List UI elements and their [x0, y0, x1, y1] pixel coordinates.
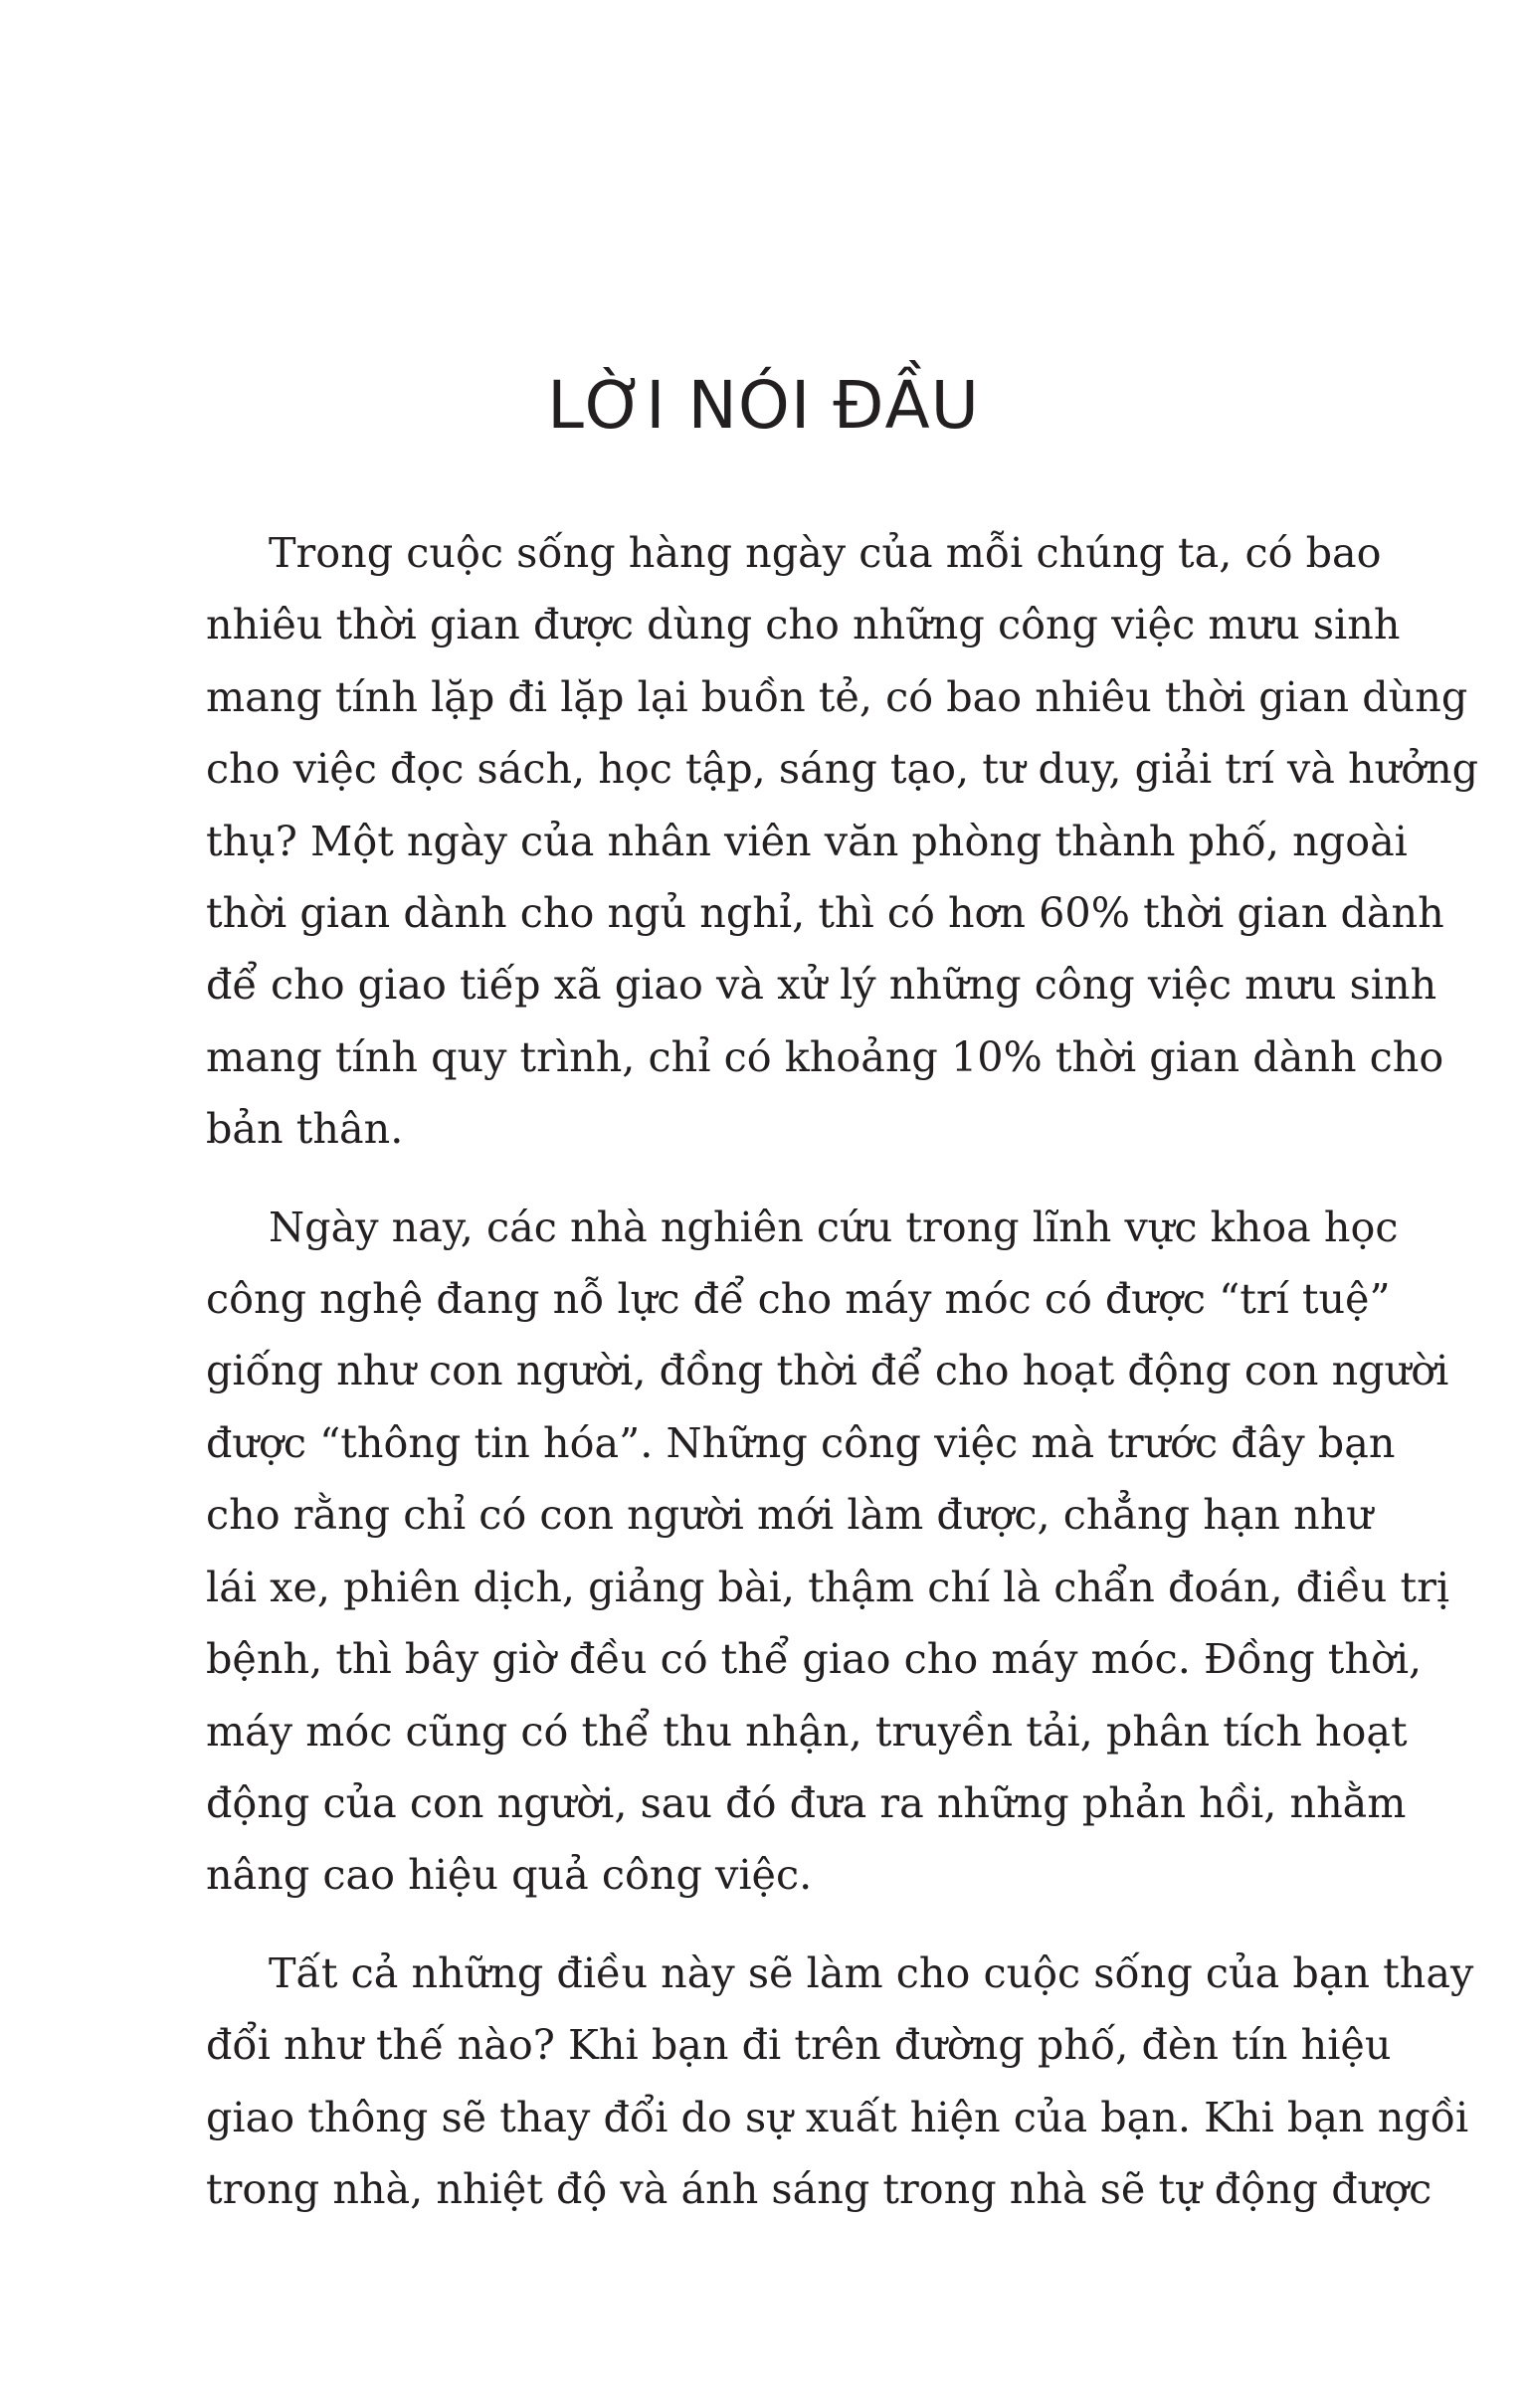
paragraph-line: cho rằng chỉ có con người mới làm được, chẳng hạn như [206, 1491, 1373, 1540]
paragraph-line: Tất cả những điều này sẽ làm cho cuộc sống của bạn thay [269, 1948, 1474, 1997]
paragraph-line: được “thông tin hóa”. Những công việc mà trước đây bạn [206, 1418, 1396, 1467]
paragraph-line: nhiêu thời gian được dùng cho những công việc mưu sinh [206, 601, 1401, 649]
paragraph-2 [206, 1192, 1450, 1912]
paragraph-line: giống như con người, đồng thời để cho hoạt động con người [206, 1347, 1449, 1395]
paragraph-line: bệnh, thì bây giờ đều có thể giao cho máy móc. Đồng thời, [206, 1635, 1423, 1684]
paragraph-1 [206, 517, 1479, 1166]
paragraph-line: mang tính lặp đi lặp lại buồn tẻ, có bao nhiêu thời gian dùng [206, 672, 1468, 721]
paragraph-line: trong nhà, nhiệt độ và ánh sáng trong nhà sẽ tự động được [206, 2164, 1432, 2213]
paragraph-line: để cho giao tiếp xã giao và xử lý những công việc mưu sinh [206, 961, 1437, 1010]
paragraph-line: thụ? Một ngày của nhân viên văn phòng thành phố, ngoài [206, 817, 1408, 865]
paragraph-3 [206, 1938, 1474, 2226]
page-title: LỜI NÓI ĐẦU [547, 367, 980, 444]
body-text [206, 517, 1479, 2251]
paragraph-line: bản thân. [206, 1105, 404, 1154]
paragraph-line: mang tính quy trình, chỉ có khoảng 10% thời gian dành cho [206, 1032, 1444, 1081]
paragraph-line: thời gian dành cho ngủ nghỉ, thì có hơn 60% thời gian dành [206, 889, 1444, 938]
paragraph-line: nâng cao hiệu quả công việc. [206, 1851, 813, 1900]
paragraph-line: động của con người, sau đó đưa ra những phản hồi, nhằm [206, 1778, 1407, 1827]
paragraph-line: máy móc cũng có thể thu nhận, truyền tải, phân tích hoạt [206, 1707, 1408, 1756]
paragraph-line: công nghệ đang nỗ lực để cho máy móc có được “trí tuệ” [206, 1275, 1391, 1324]
paragraph-line: Ngày nay, các nhà nghiên cứu trong lĩnh vực khoa học [269, 1203, 1399, 1251]
paragraph-line: lái xe, phiên dịch, giảng bài, thậm chí là chẩn đoán, điều trị [206, 1563, 1450, 1611]
paragraph-line: đổi như thế nào? Khi bạn đi trên đường phố, đèn tín hiệu [206, 2021, 1392, 2070]
paragraph-line: cho việc đọc sách, học tập, sáng tạo, tư duy, giải trí và hưởng [206, 745, 1479, 794]
paragraph-line: giao thông sẽ thay đổi do sự xuất hiện của bạn. Khi bạn ngồi [206, 2093, 1469, 2141]
paragraph-line: Trong cuộc sống hàng ngày của mỗi chúng ta, có bao [269, 529, 1382, 577]
